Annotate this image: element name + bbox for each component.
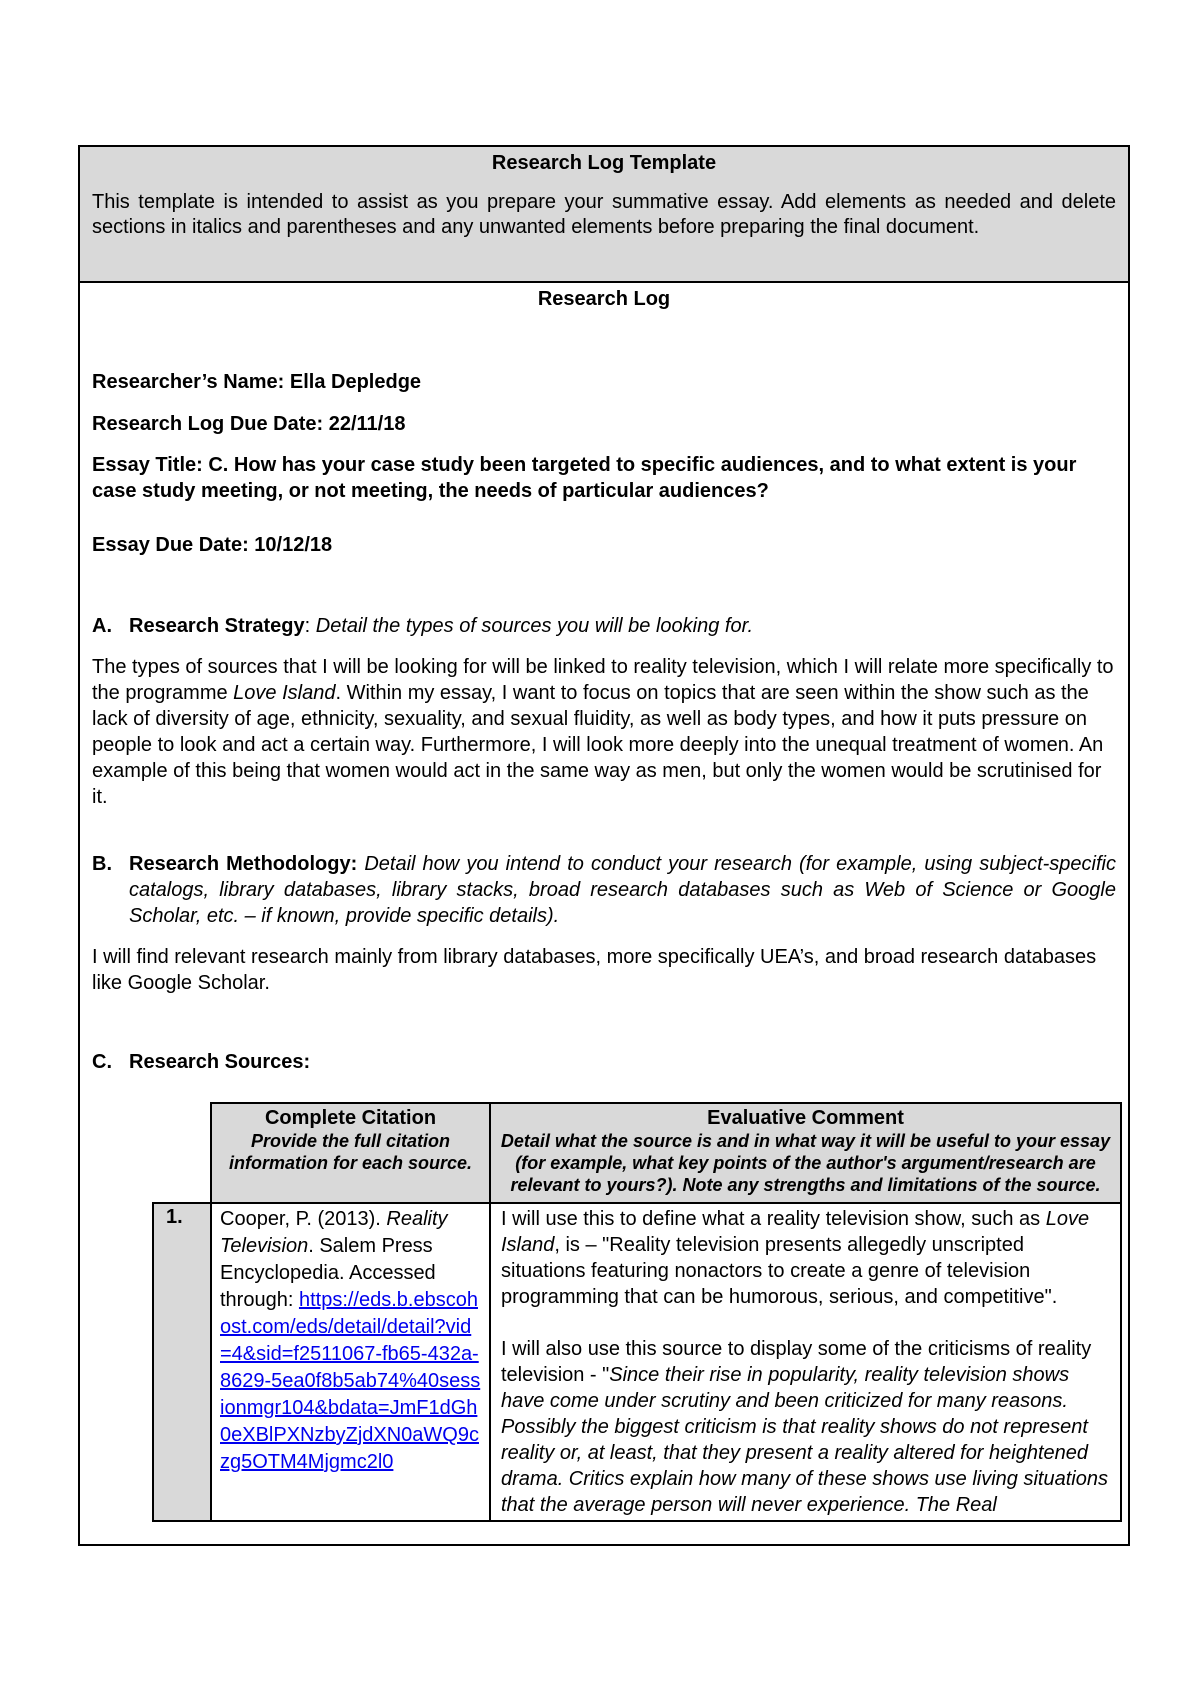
section-c-heading — [92, 1049, 1116, 1075]
blank-header-cell — [153, 1103, 211, 1203]
comment-paragraph-2: I will also use this source to display some of the criticisms of reality television - "Since their rise in popularity, reality television shows have come under scrutiny and been criticized for many reasons. Possibly the biggest criticism is that reality shows do not represent reality or, at least, that they present a reality altered for heightened drama. Critics explain how many of these shows use living situations that the average person will never experience. The Real — [501, 1338, 1108, 1516]
citation-column-title: Complete Citation — [264, 1107, 437, 1129]
comment-cell — [490, 1203, 1121, 1521]
research-sources-table — [152, 1102, 1122, 1522]
research-log-body — [80, 283, 1128, 1073]
section-a-heading: A. Research Strategy: Detail the types of sources you will be looking for. — [92, 615, 754, 637]
research-log-document — [78, 145, 1130, 1546]
essay-title: Essay Title: C. How has your case study been targeted to specific audiences, and to what extent is your case study meeting, or not meeting, the needs of particular audiences? — [92, 454, 1077, 502]
section-c-letter: C. — [92, 1051, 112, 1073]
section-a-body: The types of sources that I will be looking for will be linked to reality television, which I will relate more specifically to the programme Love Island. Within my essay, I want to focus on topics that are seen within the show such as the lack of diversity of age, ethnicity, sexuality, and sexual fluidity, as well as body types, and how it puts pressure on people to look and act a certain way. Furthermore, I will look more deeply into the unequal treatment of women. An example of this being that women would act in the same way as men, but only the women would be scrutinised for it. — [92, 656, 1114, 808]
section-b-letter: B. — [92, 853, 112, 875]
section-b-label: Research Methodology: — [129, 853, 358, 875]
template-intro: This template is intended to assist as you prepare your summative essay. Add elements as needed and delete sections in italics and parentheses and any unwanted elements before preparing the final document. — [92, 191, 1116, 238]
section-c-label: Research Sources: — [129, 1051, 311, 1073]
researcher-name: Researcher’s Name: Ella Depledge — [92, 371, 422, 393]
citation-cell: Cooper, P. (2013). Reality Television. Salem Press Encyclopedia. Accessed through: https://eds.b.ebscohost.com/eds/detail/detail?vid=4&sid=f2511067-fb65-432a-8629-5ea0f8b5ab74%40sessionmgr104&bdata=JmF1dGh0eXBlPXNzbyZjdXN0aWQ9czg5OTM4Mjgmc2l0 — [211, 1203, 490, 1521]
section-b-prompt: Detail how you intend to conduct your research (for example, using subject-specific catalogs, library databases, library stacks, broad research databases such as Web of Science or Google Scholar, etc. – if known, provide specific details). — [129, 853, 1116, 927]
comment-paragraph-1: I will use this to define what a reality television show, such as Love Island, is – "Reality television presents allegedly unscripted situations featuring nonactors to create a genre of television programming that can be humorous, serious, and competitive". — [501, 1208, 1090, 1308]
citation-column-header — [211, 1103, 490, 1203]
log-due-date: Research Log Due Date: 22/11/18 — [92, 413, 406, 435]
section-a-prompt: Detail the types of sources you will be looking for. — [315, 615, 754, 637]
template-title: Research Log Template — [491, 152, 717, 174]
comment-column-instructions: Detail what the source is and in what way it will be useful to your essay (for example, what key points of the author's argument/research are relevant to yours?). Note any strengths and limitations of the source. — [500, 1131, 1111, 1195]
essay-due-date: Essay Due Date: 10/12/18 — [92, 534, 333, 556]
citation-link[interactable]: https://eds.b.ebscohost.com/eds/detail/detail?vid=4&sid=f2511067-fb65-432a-8629-5ea0f8b5ab74%40sessionmgr104&bdata=JmF1dGh0eXBlPXNzbyZjdXN0aWQ9czg5OTM4Mjgmc2l0 — [220, 1289, 481, 1473]
section-b-body: I will find relevant research mainly from library databases, more specifically UEA’s, and broad research databases like Google Scholar. — [92, 946, 1097, 994]
section-a-label: Research Strategy — [129, 615, 305, 637]
row-number: 1. — [153, 1203, 211, 1521]
comment-column-title: Evaluative Comment — [707, 1107, 904, 1129]
template-header — [80, 147, 1128, 283]
section-b-heading — [92, 851, 1116, 929]
citation-column-instructions: Provide the full citation information for each source. — [228, 1131, 473, 1173]
research-log-title: Research Log — [537, 288, 671, 310]
comment-column-header — [490, 1103, 1121, 1203]
table-header-row — [153, 1103, 1121, 1203]
section-a-letter: A. — [92, 615, 112, 637]
table-row — [153, 1203, 1121, 1521]
